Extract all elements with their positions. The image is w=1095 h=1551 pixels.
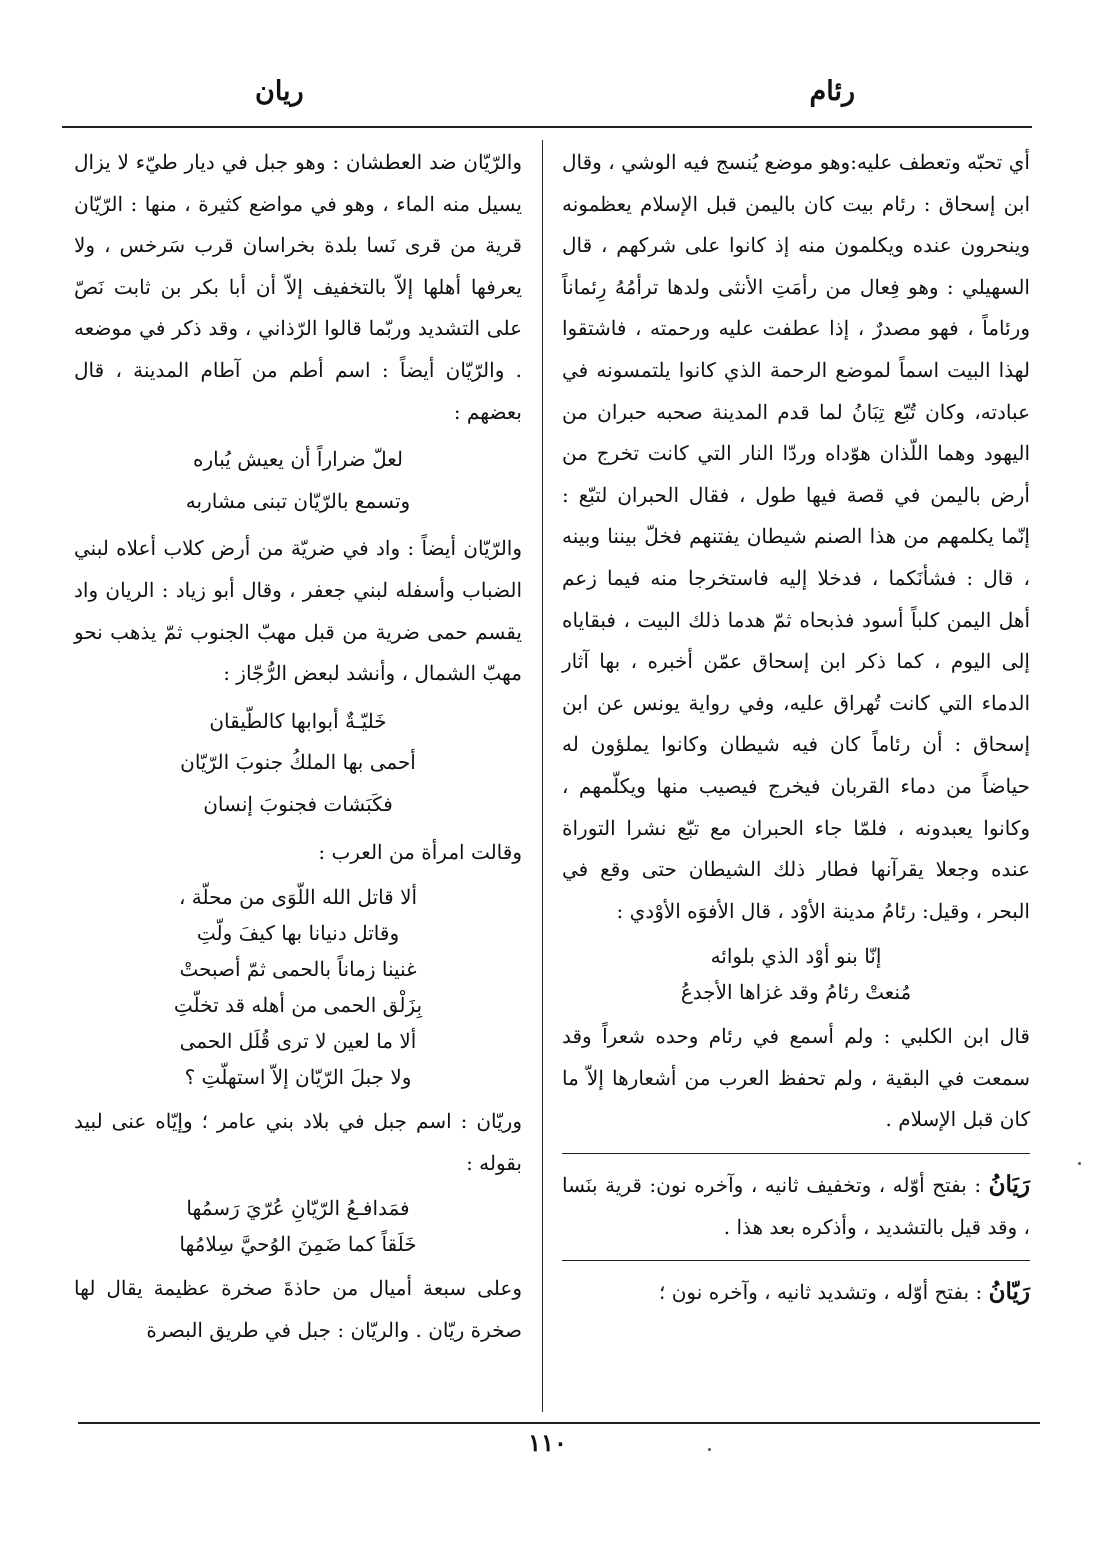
left-verse-1: لعلّ ضراراً أن يعيش يُباره bbox=[193, 447, 403, 472]
left-paragraph-4: وريّان : اسم جبل في بلاد بني عامر ؛ وإيّاه عنى لبيد بقوله : bbox=[74, 1109, 522, 1175]
left-verse-block-2 bbox=[74, 701, 522, 826]
left-verse-8: غنينا زماناً بالحمى ثمّ أصبحتْ bbox=[179, 957, 417, 982]
left-verse-block-1 bbox=[74, 439, 522, 522]
left-verse-block-4 bbox=[74, 1190, 522, 1262]
right-verse-1: إنّا بنو أوْد الذي بلوائه bbox=[710, 944, 882, 969]
left-verse-4: أحمى بها الملكُ جنوبَ الرّيّان bbox=[180, 750, 416, 775]
entry-separator bbox=[562, 1153, 1030, 1154]
left-paragraph-2: والرّيّان أيضاً : واد في ضريّة من أرض كلاب أعلاه لبني الضباب وأسفله لبني جعفر ، وقال أبو زياد : الريان واد يقسم حمى ضرية من قبل مهبّ الجنوب ثمّ يذهب نحو مهبّ الشمال ، وأنشد لبعض الرُّجّاز : bbox=[74, 536, 522, 686]
left-paragraph-5: وعلى سبعة أميال من حاذةَ صخرة عظيمة يقال لها صخرة ريّان . والريّان : جبل في طريق البصرة bbox=[74, 1276, 522, 1342]
left-verse-2: وتسمع بالرّيّان تبنى مشاربه bbox=[185, 488, 411, 513]
running-head-right: رئام bbox=[809, 76, 855, 107]
entry-rayyan bbox=[562, 1271, 1030, 1314]
left-verse-block-3 bbox=[74, 879, 522, 1095]
entry-rayan-text: : بفتح أوّله ، وتخفيف ثانيه ، وآخره نون: قرية بنَسا ، وقد قيل بالتشديد ، وأذكره بعد هذا . bbox=[562, 1173, 1030, 1239]
scan-speck bbox=[1078, 1162, 1081, 1165]
column-divider bbox=[542, 140, 543, 1412]
left-column bbox=[74, 142, 522, 1351]
running-head-left: ريان bbox=[255, 76, 304, 107]
right-paragraph-1: أي تحبّه وتعطف عليه:وهو موضع يُنسج فيه الوشي ، وقال ابن إسحاق : رئام بيت كان باليمن قبل الإسلام يعظمونه وينحرون عنده ويكلمون منه إذ كانوا على شركهم ، قال السهيلي : وهو فِعال من رأمَتِ الأنثى ولدها ترأمُهُ رِئماناً ورئاماً ، فهو مصدرٌ ، إذا عطفت عليه ورحمته ، فاشتقوا لهذا البيت اسماً لموضع الرحمة الذي كانوا يلتمسونه في عبادته، وكان تُبّع تِبَانُ لما قدم المدينة صحبه حبران من اليهود وهما اللّذان هوّداه وردّا النار التي كانت تخرج من أرض باليمن في قصة فيها طول ، فقال الحبران لتبّع : إنّما يكلمهم من هذا الصنم شيطان يفتنهم فخلّ بيننا وبينه ، قال : فشأنَكما ، فدخلا إليه فاستخرجا منه فيما زعم أهل اليمن كلباً أسود فذبحاه ثمّ هدما ذلك البيت ، فبقاياه إلى اليوم ، كما ذكر ابن إسحاق عمّن أخبره ، بها آثار الدماء التي كانت تُهراق عليه، وفي رواية يونس عن ابن إسحاق : أن رئاماً كان فيه شيطان وكانوا يملؤون له حياضاً من دماء القربان فيخرج فيصيب منها ويكلّمهم ، وكانوا يعبدونه ، فلمّا جاء الحبران مع تبّع نشرا التوراة عنده وجعلا يقرآنها فطار ذلك الشيطان حتى وقع في البحر ، وقيل: رئامُ مدينة الأوْد ، قال الأفوَه الأوْدي : bbox=[562, 150, 1031, 923]
left-verse-13: خَلَقاً كما ضَمِنَ الوُحيَّ سِلامُها bbox=[179, 1232, 417, 1257]
left-paragraph-1: والرّيّان ضد العطشان : وهو جبل في ديار طيّء لا يزال يسيل منه الماء ، وهو في مواضع كثيرة ، منها : الرّيّان قرية من قرى نَسا بلدة بخراسان قرب سَرخس ، ولا يعرفها أهلها إلاّ بالتخفيف إلاّ أن أبا بكر بن ثابت نَصّ على التشديد وربّما قالوا الرّذاني ، وقد ذكر في موضعه . والرّيّان أيضاً : اسم أطم من آطام المدينة ، قال بعضهم : bbox=[74, 150, 522, 424]
headword-rayyan: رَيّانُ bbox=[988, 1278, 1030, 1306]
left-verse-3: خَليّـةٌ أبوابها كالطّيقان bbox=[209, 708, 387, 733]
entry-separator-2 bbox=[562, 1260, 1030, 1261]
left-verse-5: فكَبَشات فجنوبَ إنسان bbox=[203, 791, 393, 816]
left-paragraph-3: وقالت امرأة من العرب : bbox=[318, 839, 522, 864]
entry-rayan-light bbox=[562, 1164, 1030, 1248]
footer-rule bbox=[78, 1422, 1040, 1424]
left-verse-12: فمَدافـعُ الرّيّانِ عُرّيَ رَسمُها bbox=[186, 1196, 410, 1221]
left-verse-7: وقاتل دنيانا بها كيفَ ولّتِ bbox=[196, 921, 400, 946]
right-verse-2: مُنعتْ رئامُ وقد غزاها الأجدعُ bbox=[680, 980, 912, 1005]
right-verse-block bbox=[562, 938, 1030, 1010]
headword-rayan: رَيَانُ bbox=[988, 1171, 1030, 1199]
right-paragraph-2: قال ابن الكلبي : ولم أسمع في رئام وحده شعراً وقد سمعت في البقية ، ولم تحفظ العرب من أشعارها إلاّ ما كان قبل الإسلام . bbox=[562, 1024, 1030, 1132]
scan-speck bbox=[708, 1448, 711, 1451]
right-column bbox=[562, 142, 1030, 1314]
left-verse-9: بِزَلْق الحمى من أهله قد تخلّتِ bbox=[173, 993, 423, 1018]
left-verse-11: ولا جبلَ الرّيّان إلاّ استهلّتِ ؟ bbox=[184, 1065, 412, 1090]
header-rule bbox=[62, 126, 1032, 128]
left-verse-6: ألا قاتل الله اللّوَى من محلّة ، bbox=[178, 885, 418, 910]
left-verse-10: ألا ما لعين لا ترى قُلَل الحمى bbox=[179, 1029, 417, 1054]
entry-rayyan-text: : بفتح أوّله ، وتشديد ثانيه ، وآخره نون ؛ bbox=[659, 1280, 983, 1305]
page-number: ١١٠ bbox=[528, 1428, 567, 1457]
